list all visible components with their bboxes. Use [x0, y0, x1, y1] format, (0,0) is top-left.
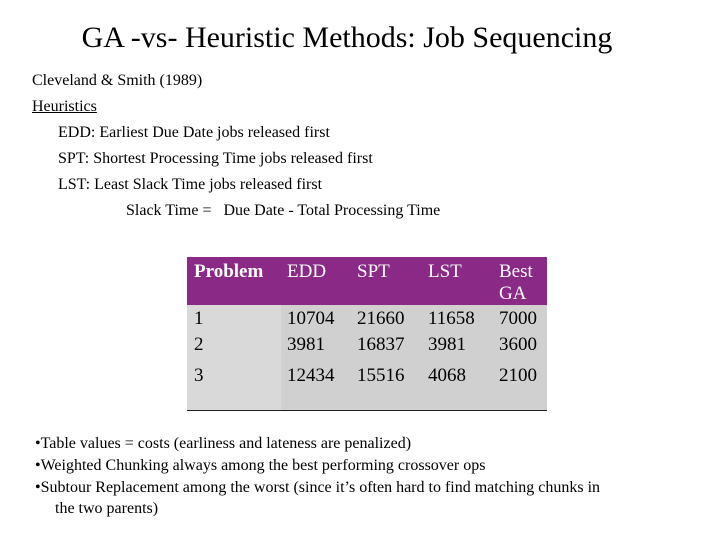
- cell-lst: 11658: [428, 308, 475, 329]
- heuristic-spt: SPT: Shortest Processing Time jobs released first: [58, 150, 373, 167]
- cell-lst: 3981: [428, 334, 466, 355]
- header-spt: SPT: [357, 261, 390, 282]
- bullet-subtour-replacement: •Subtour Replacement among the worst (since it’s often hard to find matching chunks in: [35, 479, 601, 496]
- heuristic-edd: EDD: Earliest Due Date jobs released first: [58, 124, 330, 141]
- header-best: Best: [499, 261, 533, 282]
- heuristics-heading: Heuristics: [32, 98, 97, 115]
- cell-best-ga: 2100: [499, 365, 537, 386]
- slide-title: GA -vs- Heuristic Methods: Job Sequencing: [81, 21, 613, 54]
- cell-best-ga: 3600: [499, 334, 537, 355]
- cell-lst: 4068: [428, 365, 466, 386]
- table-bottom-rule: [187, 410, 547, 411]
- results-table: [187, 257, 547, 411]
- bullet-subtour-continuation: the two parents): [55, 500, 159, 517]
- header-edd: EDD: [287, 261, 327, 282]
- heuristic-lst: LST: Least Slack Time jobs released first: [58, 176, 323, 193]
- cell-spt: 15516: [357, 365, 405, 386]
- bullet-weighted-chunking: •Weighted Chunking always among the best performing crossover ops: [35, 457, 486, 474]
- slack-time-definition: Slack Time = Due Date - Total Processing Time: [126, 202, 441, 219]
- bullet-table-values: •Table values = costs (earliness and lateness are penalized): [35, 435, 412, 452]
- cell-problem: 1: [194, 308, 204, 329]
- cell-spt: 21660: [357, 308, 405, 329]
- cell-problem: 3: [194, 365, 204, 386]
- citation: Cleveland & Smith (1989): [32, 72, 203, 89]
- cell-edd: 3981: [287, 334, 325, 355]
- cell-best-ga: 7000: [499, 308, 537, 329]
- cell-edd: 12434: [287, 365, 335, 386]
- header-ga: GA: [499, 283, 527, 304]
- header-lst: LST: [428, 261, 462, 282]
- cell-problem: 2: [194, 334, 204, 355]
- header-problem: Problem: [194, 261, 264, 282]
- cell-edd: 10704: [287, 308, 335, 329]
- cell-spt: 16837: [357, 334, 405, 355]
